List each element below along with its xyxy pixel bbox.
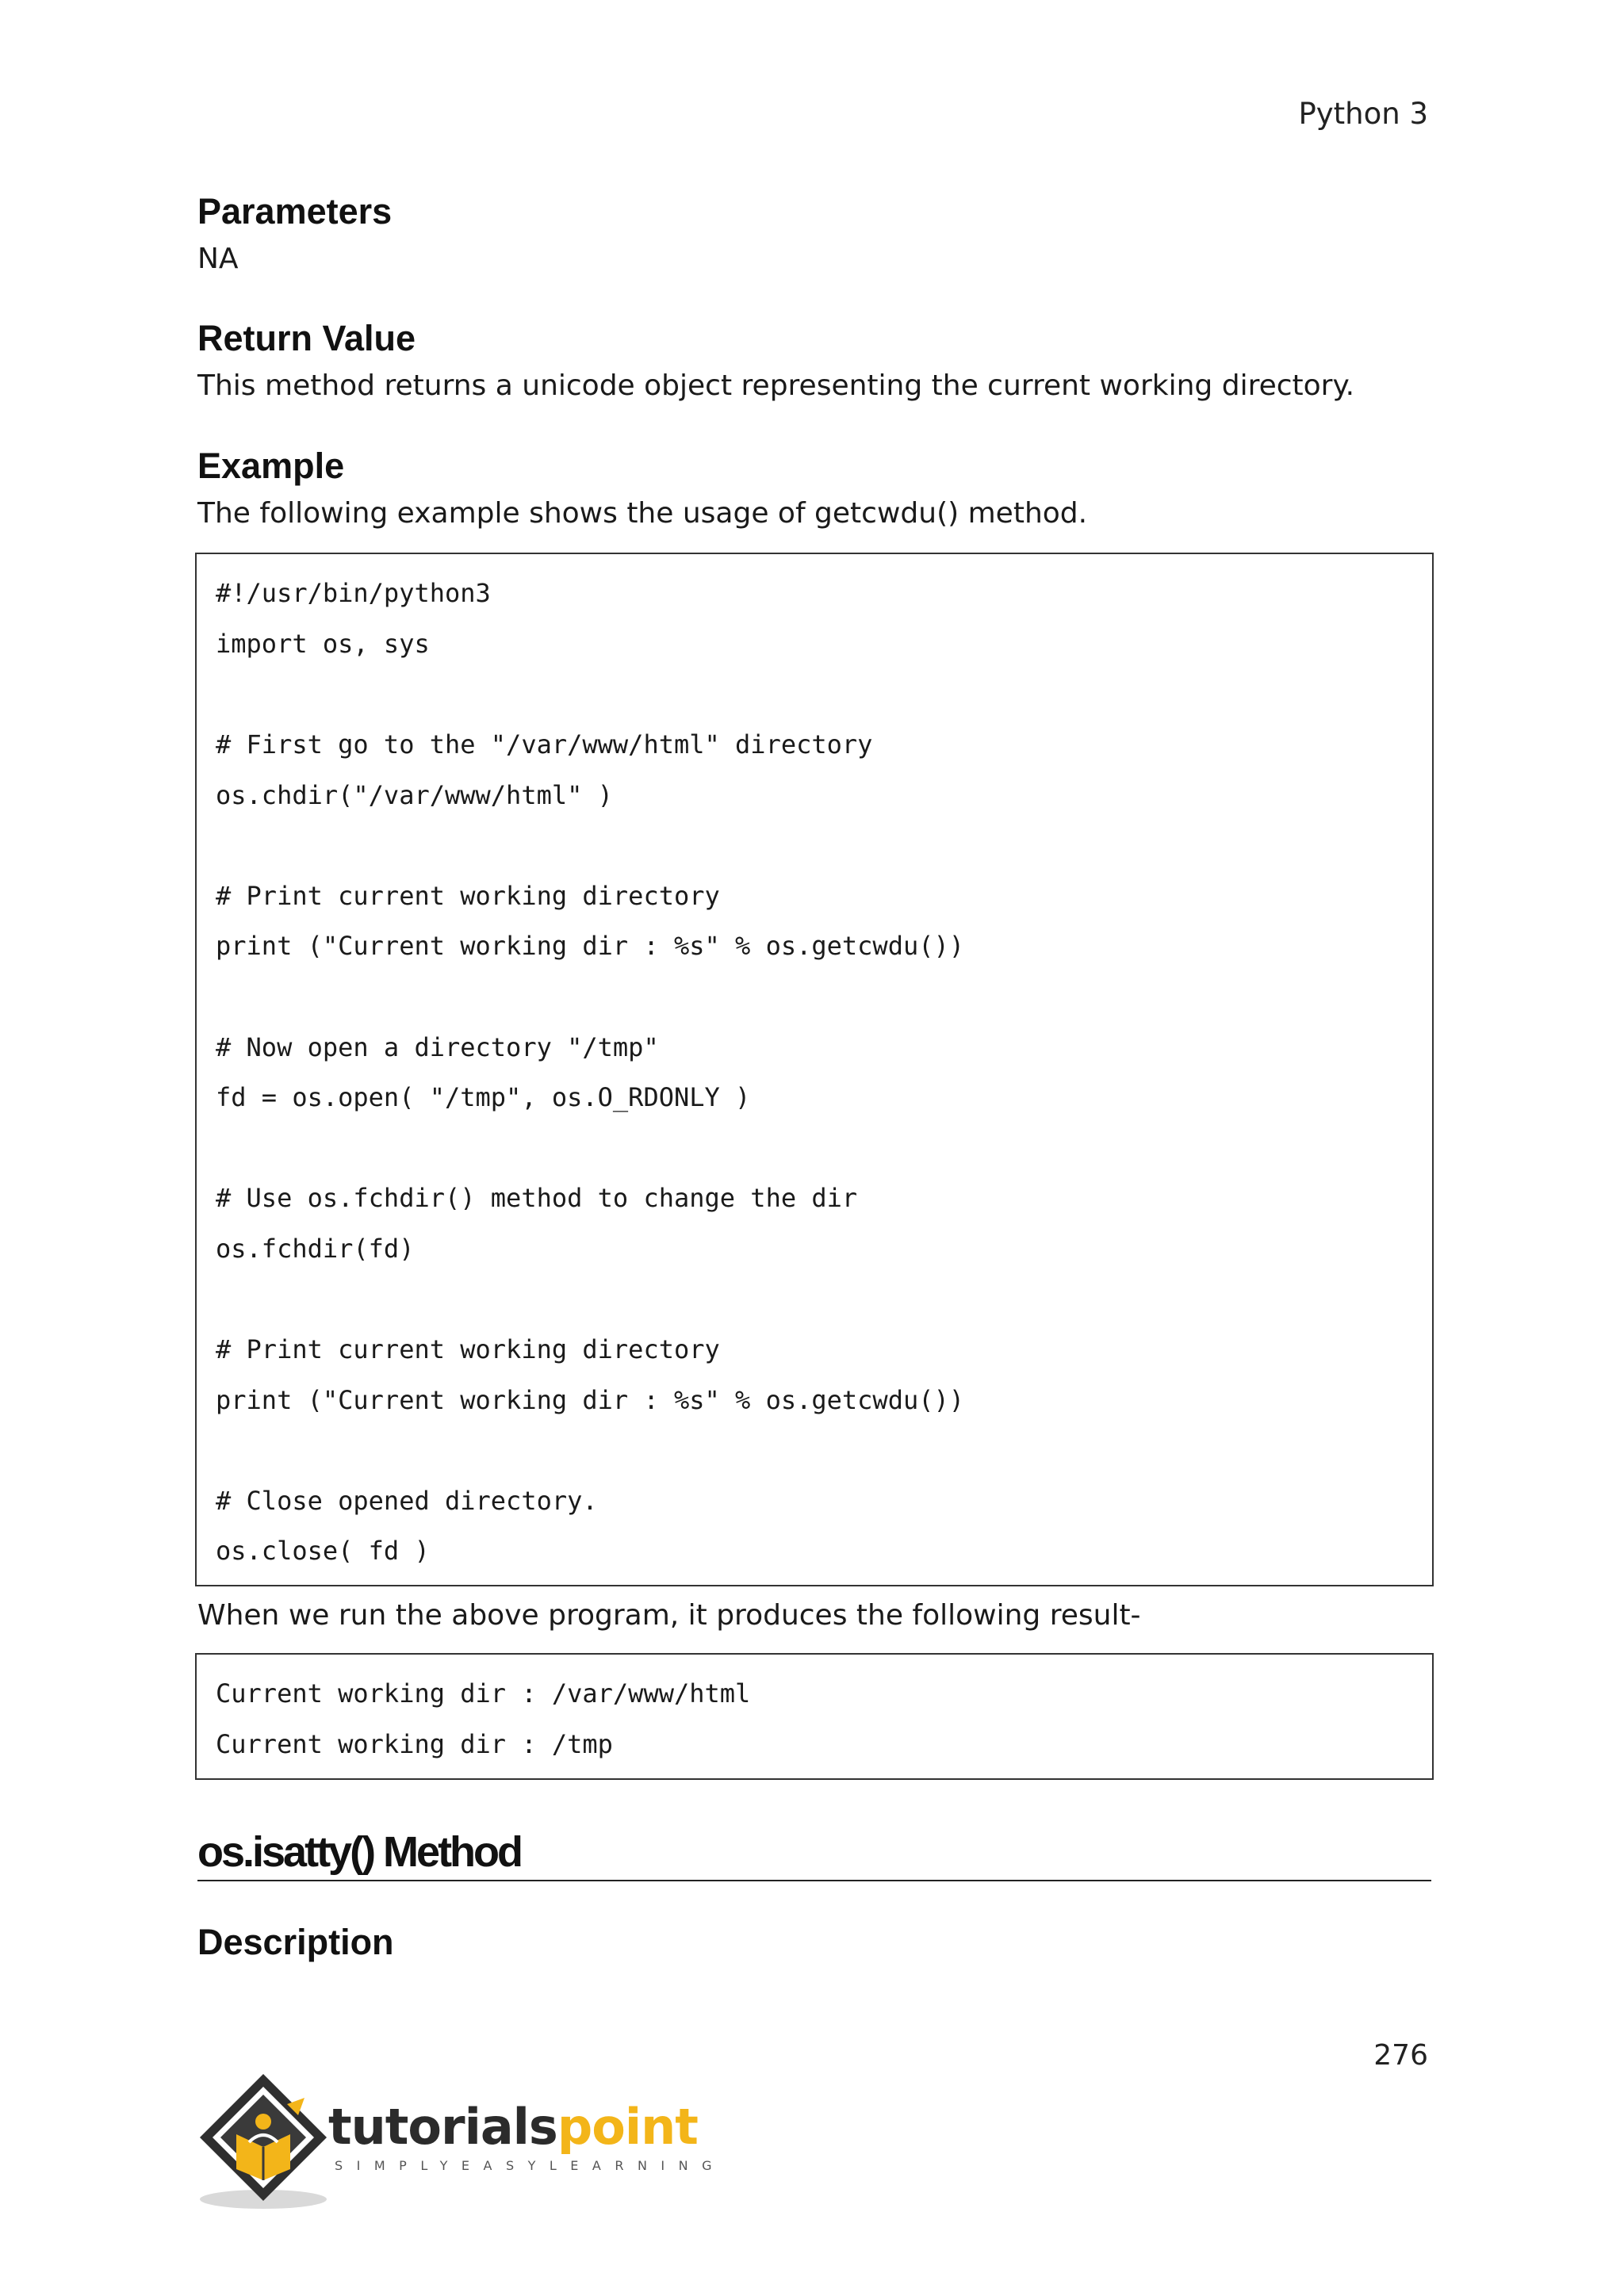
method-title: os.isatty() Method [197, 1827, 1431, 1881]
code-line: # Now open a directory "/tmp" [216, 1031, 659, 1062]
parameters-text: NA [197, 243, 239, 275]
code-line: # Print current working directory [216, 1334, 720, 1365]
example-text: The following example shows the usage of getcwdu() method. [197, 496, 1088, 530]
code-line: # Print current working directory [216, 880, 720, 911]
code-line: # First go to the "/var/www/html" directory [216, 729, 873, 760]
logo-mark-icon [193, 2071, 336, 2214]
output-line: Current working dir : /tmp [216, 1729, 613, 1760]
code-line: os.fchdir(fd) [216, 1233, 415, 1264]
code-line: fd = os.open( "/tmp", os.O_RDONLY ) [216, 1082, 751, 1113]
code-line: print ("Current working dir : %s" % os.getcwdu()) [216, 931, 965, 962]
page-content [197, 190, 1431, 1964]
code-line: import os, sys [216, 628, 430, 659]
code-line: os.chdir("/var/www/html" ) [216, 779, 613, 810]
parameters-heading: Parameters [197, 191, 393, 232]
tutorialspoint-logo [193, 2071, 726, 2214]
code-line: print ("Current working dir : %s" % os.getcwdu()) [216, 1384, 965, 1415]
example-heading: Example [197, 445, 345, 486]
output-block [195, 1653, 1434, 1779]
output-line: Current working dir : /var/www/html [216, 1678, 751, 1709]
return-value-text: This method returns a unicode object representing the current working directory. [197, 369, 1355, 403]
code-block [195, 553, 1434, 1586]
code-line [216, 821, 1413, 871]
logo-tagline: SIMPLYEASYLEARNING [335, 2158, 726, 2173]
page-number: 276 [1373, 2039, 1428, 2072]
running-header: Python 3 [1298, 97, 1428, 131]
code-line: #!/usr/bin/python3 [216, 578, 491, 609]
code-line [216, 1425, 1413, 1476]
return-value-heading: Return Value [197, 318, 416, 359]
code-line [216, 972, 1413, 1023]
code-line: os.close( fd ) [216, 1536, 430, 1567]
description-heading: Description [197, 1921, 394, 1962]
code-line [216, 669, 1413, 720]
code-line [216, 1123, 1413, 1174]
code-line: # Use os.fchdir() method to change the dir [216, 1183, 858, 1214]
code-line [216, 1274, 1413, 1325]
code-line: # Close opened directory. [216, 1485, 598, 1516]
result-intro-text: When we run the above program, it produces the following result- [197, 1599, 1141, 1632]
logo-wordmark: tutorialspoint [328, 2098, 698, 2156]
